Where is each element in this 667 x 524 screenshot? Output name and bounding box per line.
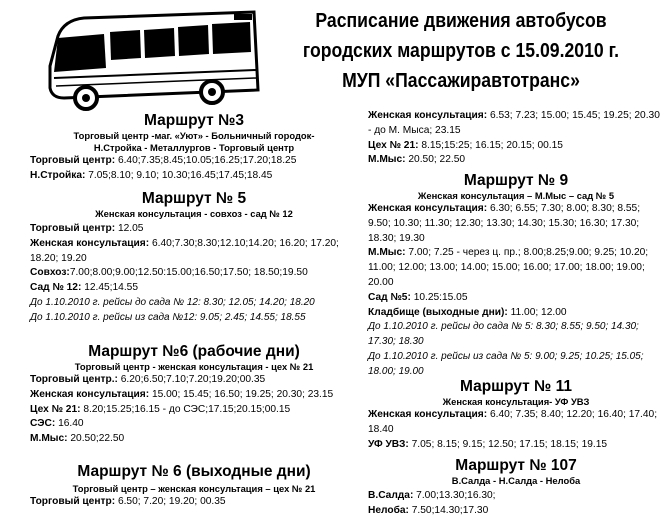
- stop-times: 7.00;13.30;16.30;: [413, 490, 496, 501]
- stop-times: 7.00; 7.25 - через ц. пр.; 8.00;8.25;9.00; 9.25; 10.20; 11.00; 12.00; 13.00; 14.00; 15.00; 16.00; 17.00; 18.00; 19.00; 20.00: [368, 247, 649, 288]
- stop-label: Цех № 21:: [368, 139, 419, 151]
- schedule-line: [30, 495, 358, 510]
- stop-times: 6.50; 7.20; 19.20; 00.35: [115, 496, 226, 507]
- route-stops: Женская консультация – М.Мыс – сад № 5: [417, 190, 615, 201]
- route-6-weekdays: [30, 343, 358, 447]
- stop-times: 7.05; 8.15; 9.15; 12.50; 17.15; 18.15; 19.15: [408, 438, 608, 450]
- schedule-line: [30, 403, 358, 418]
- stop-times: 7.05;8.10; 9.10; 10.30;16.45;17.45;18.45: [85, 169, 273, 181]
- stop-label: Торговый центр:: [30, 496, 116, 507]
- schedule-line: [30, 281, 358, 296]
- route-stops: В.Салда - Н.Салда - Нелоба: [451, 475, 581, 486]
- route-heading: Маршрут № 11: [459, 378, 573, 395]
- title-line-1: Расписание движения автобусов: [315, 9, 607, 32]
- stop-times: 20.50;22.50: [67, 433, 125, 445]
- stop-times: 6.20;6.50;7.10;7.20;19.20;00.35: [117, 374, 266, 385]
- schedule-line: [30, 222, 358, 237]
- route-9: [368, 172, 664, 380]
- schedule-line: [30, 388, 358, 403]
- stop-times: 7.50;14.30;17.30: [408, 504, 489, 516]
- route-heading: Маршрут №3: [144, 112, 244, 129]
- route-stops: Женская консультация - совхоз - сад № 12: [95, 208, 293, 219]
- route-11: [368, 378, 664, 452]
- stop-label: Женская консультация:: [30, 237, 150, 249]
- stop-label: Женская консультация:: [30, 388, 150, 400]
- stop-times: 11.00; 12.00: [507, 306, 567, 318]
- schedule-line: [368, 139, 664, 154]
- note: До 1.10.2010 г. рейсы из сада №12: 9.05; 2.45; 14.55; 18.55: [30, 311, 306, 323]
- route-heading: Маршрут № 9: [463, 172, 569, 189]
- stop-label: М.Мыс:: [368, 154, 406, 166]
- schedule-line: [368, 202, 664, 246]
- schedule-line: [30, 373, 358, 388]
- schedule-line: [30, 154, 358, 169]
- bus-illustration: [44, 6, 264, 112]
- stop-label: Цех № 21:: [30, 403, 81, 415]
- title-line-2: городских маршрутов с 15.09.2010 г.: [302, 39, 620, 62]
- route-107: [368, 457, 664, 519]
- stop-label: Нелоба:: [368, 504, 409, 516]
- schedule-line: [368, 153, 664, 168]
- stop-times: 12.05: [115, 223, 144, 234]
- route-heading: Маршрут №6 (рабочие дни): [88, 343, 300, 360]
- stop-label: Сад №5:: [368, 291, 411, 303]
- route-heading: Маршрут № 5: [141, 190, 247, 207]
- stop-label: Торговый центр.:: [30, 374, 118, 385]
- route-stops: Н.Стройка - Металлургов - Торговый центр: [93, 142, 295, 153]
- schedule-line: [368, 489, 664, 504]
- note: До 1.10.2010 г. рейсы из сада № 5: 9.00; 9.25; 10.25; 15.05; 18.00; 19.00: [368, 350, 644, 377]
- route-stops: Торговый центр - женская консультация - цех № 21: [74, 361, 314, 372]
- stop-label: М.Мыс:: [30, 433, 68, 445]
- page-title: [286, 6, 635, 96]
- stop-times: 8.15;15:25; 16.15; 20.15; 00.15: [418, 139, 563, 151]
- route-heading: Маршрут № 6 (выходные дни): [77, 463, 311, 480]
- schedule-line: [368, 438, 664, 453]
- schedule-line: [30, 237, 358, 267]
- stop-label: Н.Стройка:: [30, 169, 86, 181]
- stop-label: Торговый центр:: [30, 223, 116, 234]
- stop-label: Торговый центр:: [30, 155, 116, 166]
- route-stops: Торговый центр -маг. «Уют» - Больничный городок-: [73, 130, 315, 141]
- note: До 1.10.2010 г. рейсы до сада № 5: 8.30; 8.55; 9.50; 14.30; 17.30; 18.30: [368, 321, 639, 348]
- stop-label: В.Салда:: [368, 490, 414, 501]
- stop-times: 6.40;7.30;8.30;12.10;14.20; 16.20; 17.20; 18.20; 19.20: [30, 237, 339, 264]
- schedule-line: [30, 169, 358, 184]
- schedule-line: [368, 246, 664, 290]
- stop-times: 6.40; 7.35; 8.40; 12.20; 16.40; 17.40; 18.40: [368, 409, 658, 435]
- stop-label: Женская консультация:: [368, 110, 488, 121]
- stop-label: М.Мыс:: [368, 247, 406, 259]
- note: До 1.10.2010 г. рейсы до сада № 12: 8.30; 12.05; 14.20; 18.20: [30, 296, 315, 308]
- schedule-line: [30, 266, 358, 281]
- stop-times: 15.00; 15.45; 16.50; 19.25; 20.30; 23.15: [149, 388, 334, 400]
- schedule-line: [368, 291, 664, 306]
- stop-times: 6.40;7.35;8.45;10.05;16.25;17.20;18.25: [115, 155, 297, 166]
- stop-label: Совхоз:: [30, 267, 70, 279]
- schedule-line: [368, 408, 664, 438]
- stop-label: Женская консультация:: [368, 203, 488, 214]
- route-5: [30, 190, 358, 326]
- schedule-line: [30, 417, 358, 432]
- stop-times: 8.20;15.25;16.15 - до СЭС;17.15;20.15;00.15: [80, 403, 291, 415]
- stop-times: 16.40: [55, 418, 84, 430]
- stop-times: 6.53; 7.23; 15.00; 15.45; 19.25; 20.30 - до М. Мыса; 23.15: [368, 110, 660, 136]
- stop-times: 6.30; 6.55; 7.30; 8.00; 8.30; 8.55; 9.50; 10.30; 11.30; 12.30; 13.30; 14.30; 15.30; 16.30; 17.30; 18.30; 19.30: [368, 203, 641, 244]
- schedule-line: [368, 109, 664, 139]
- route-6-weekends-continued: [368, 109, 664, 168]
- route-heading: Маршрут № 107: [455, 457, 577, 474]
- stop-label: Сад № 12:: [30, 282, 82, 294]
- stop-label: Кладбище (выходные дни):: [368, 306, 508, 318]
- stop-label: УФ УВЗ:: [368, 438, 409, 450]
- stop-label: СЭС:: [30, 418, 56, 430]
- stop-times: 7.00;8.00;9.00;12.50:15.00;16.50;17.50; 18.50;19.50: [69, 267, 308, 279]
- stop-label: Женская консультация:: [368, 409, 488, 420]
- stop-times: 20.50; 22.50: [405, 154, 466, 166]
- route-stops: Женская консультация- УФ УВЗ: [442, 396, 590, 407]
- schedule-line: [368, 306, 664, 321]
- schedule-line: [368, 504, 664, 519]
- schedule-line: [30, 432, 358, 447]
- route-6-weekends: [30, 463, 358, 510]
- route-stops: Торговый центр – женская консультация – цех № 21: [72, 483, 316, 494]
- stop-times: 12.45;14.55: [81, 282, 139, 294]
- title-line-3: МУП «Пассажиравтотранс»: [342, 69, 580, 92]
- stop-times: 10.25:15.05: [410, 291, 468, 303]
- route-3: [30, 112, 358, 184]
